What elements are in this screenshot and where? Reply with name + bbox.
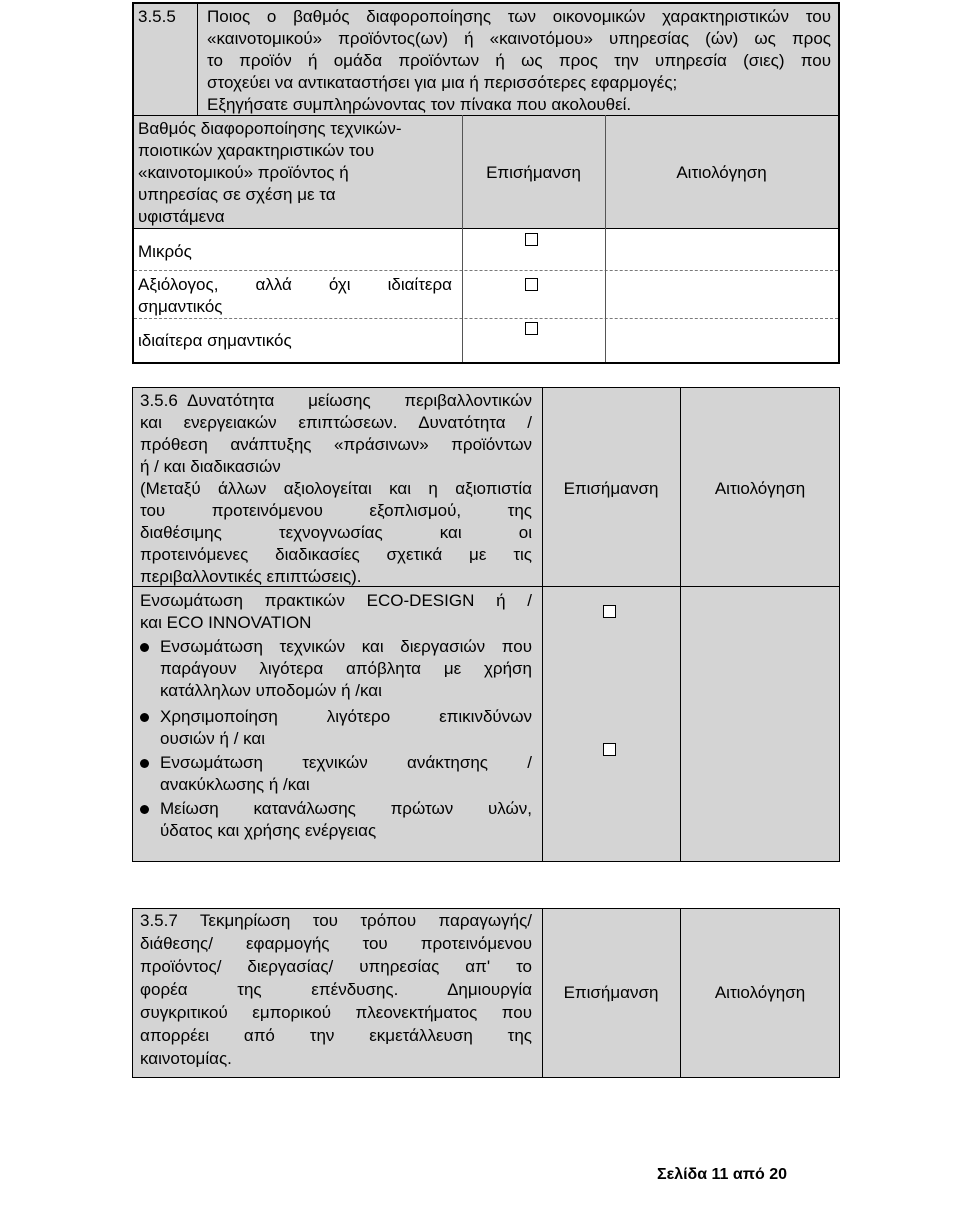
t1-header-label-line: υφιστάμενα bbox=[138, 207, 225, 226]
t2-heading-line: και ενεργειακών επιπτώσεων. Δυνατότητα / bbox=[140, 413, 532, 432]
t3-line: προϊόντος/ διεργασίας/ υπηρεσίας απ' το bbox=[140, 957, 532, 976]
t2-bullet-line: Ενσωμάτωση τεχνικών ανάκτησης / bbox=[160, 753, 532, 772]
t2-bullet-line: Ενσωμάτωση τεχνικών και διεργασιών που bbox=[160, 637, 532, 656]
t2-bullet-line: κατάλληλων υποδομών ή /και bbox=[160, 681, 382, 700]
t2-bullet-line: ανακύκλωσης ή /και bbox=[160, 775, 310, 794]
t1-top-border bbox=[132, 2, 840, 4]
t2-col-divider bbox=[680, 387, 681, 862]
t1-row-label: Αξιόλογος, αλλά όχι ιδιαίτερα bbox=[138, 275, 452, 294]
t1-header-label-line: «καινοτομικού» προϊόντος ή bbox=[138, 163, 349, 182]
t2-col-divider bbox=[542, 387, 543, 862]
t1-left-border bbox=[132, 2, 134, 363]
t1-checkbox-notable[interactable] bbox=[525, 278, 538, 291]
t2-eco-line: και ECO INNOVATION bbox=[140, 613, 312, 632]
t2-bullet-line: Χρησιμοποίηση λιγότερο επικινδύνων bbox=[160, 707, 532, 726]
t2-heading-line: προτεινόμενες διαδικασίες σχετικά με τις bbox=[140, 545, 532, 564]
t2-heading-line: διαθέσιμης τεχνογνωσίας και οι bbox=[140, 523, 532, 542]
t1-row-label: Μικρός bbox=[138, 242, 192, 261]
t1-row-label: ιδιαίτερα σημαντικός bbox=[138, 331, 292, 350]
t2-col-mark-header: Επισήμανση bbox=[563, 479, 659, 498]
t1-header-label-line: υπηρεσίας σε σχέση με τα bbox=[138, 185, 336, 204]
t1-header-label-line: ποιοτικών χαρακτηριστικών του bbox=[138, 141, 375, 160]
t2-col-reason-header: Αιτιολόγηση bbox=[714, 479, 806, 498]
t2-heading-line: του προτεινόμενου εξοπλισμού, της bbox=[140, 501, 532, 520]
t3-col-mark-header: Επισήμανση bbox=[563, 983, 659, 1002]
t1-header-divider bbox=[132, 228, 840, 229]
t2-bullet-line: παράγουν λιγότερα απόβλητα με χρήση bbox=[160, 659, 532, 678]
t1-num-divider bbox=[197, 2, 198, 115]
t3-line: 3.5.7 Τεκμηρίωση του τρόπου παραγωγής/ bbox=[140, 911, 532, 930]
t2-heading-line: πρόθεση ανάπτυξης «πράσινων» προϊόντων bbox=[140, 435, 532, 454]
t1-col-reason-header: Αιτιολόγηση bbox=[676, 163, 767, 182]
bullet-icon bbox=[140, 805, 149, 814]
t2-heading-line: περιβαλλοντικές επιπτώσεις). bbox=[140, 567, 362, 586]
t1-number: 3.5.5 bbox=[138, 7, 176, 26]
t1-row-label: σημαντικός bbox=[138, 297, 223, 316]
t1-bottom-border bbox=[132, 362, 840, 364]
t1-col-mark-header: Επισήμανση bbox=[486, 163, 581, 182]
t2-heading-number: 3.5.6 bbox=[140, 391, 178, 410]
t2-eco-line: Ενσωμάτωση πρακτικών ECO-DESIGN ή / bbox=[140, 591, 532, 610]
t2-bullet-line: ουσιών ή / και bbox=[160, 729, 266, 748]
t3-line: διάθεσης/ εφαρμογής του προτεινόμενου bbox=[140, 934, 532, 953]
bullet-icon bbox=[140, 713, 149, 722]
t3-line: απορρέει από την εκμετάλλευση της bbox=[140, 1026, 532, 1045]
t2-heading-line: (Μεταξύ άλλων αξιολογείται και η αξιοπιστία bbox=[140, 479, 532, 498]
t1-question-line: το προϊόν ή ομάδα προϊόντων ή ως προς την υπηρεσία (σιες) που bbox=[207, 51, 831, 70]
t1-row-divider bbox=[134, 318, 838, 319]
t1-question-line: «καινοτομικού» προϊόντος(ων) ή «καινοτόμου» υπηρεσίας (ών) ως προς bbox=[207, 29, 831, 48]
t1-question-line: στοχεύει να αντικαταστήσει για μια ή περισσότερες εφαρμογές; bbox=[207, 73, 678, 92]
t2-heading-line: Δυνατότητα μείωσης περιβαλλοντικών bbox=[187, 391, 532, 410]
t3-line: καινοτομίας. bbox=[140, 1049, 232, 1068]
bullet-icon bbox=[140, 643, 149, 652]
t1-question-line: Ποιος ο βαθμός διαφοροποίησης των οικονομικών χαρακτηριστικών του bbox=[207, 7, 831, 26]
t3-line: συγκριτικού εμπορικού πλεονεκτήματος που bbox=[140, 1003, 532, 1022]
t3-line: φορέα της επένδυσης. Δημιουργία bbox=[140, 980, 532, 999]
t2-bullet-line: ύδατος και χρήσης ενέργειας bbox=[160, 821, 377, 840]
t2-checkbox-eco[interactable] bbox=[603, 605, 616, 618]
page-number: Σελίδα 11 από 20 bbox=[657, 1166, 787, 1183]
t3-col-reason-header: Αιτιολόγηση bbox=[714, 983, 806, 1002]
t1-col-divider bbox=[605, 115, 606, 362]
t2-bullet-line: Μείωση κατανάλωσης πρώτων υλών, bbox=[160, 799, 532, 818]
t1-checkbox-small[interactable] bbox=[525, 233, 538, 246]
bullet-icon bbox=[140, 759, 149, 768]
t2-checkbox-practices[interactable] bbox=[603, 743, 616, 756]
t1-checkbox-significant[interactable] bbox=[525, 322, 538, 335]
t1-col-divider bbox=[462, 115, 463, 362]
t2-heading-line: ή / και διαδικασιών bbox=[140, 457, 281, 476]
t1-header-label-line: Βαθμός διαφοροποίησης τεχνικών- bbox=[138, 119, 402, 138]
t1-question-line: Εξηγήσατε συμπληρώνοντας τον πίνακα που ακολουθεί. bbox=[207, 95, 632, 114]
t1-row-divider bbox=[134, 270, 838, 271]
t1-right-border bbox=[838, 2, 840, 363]
